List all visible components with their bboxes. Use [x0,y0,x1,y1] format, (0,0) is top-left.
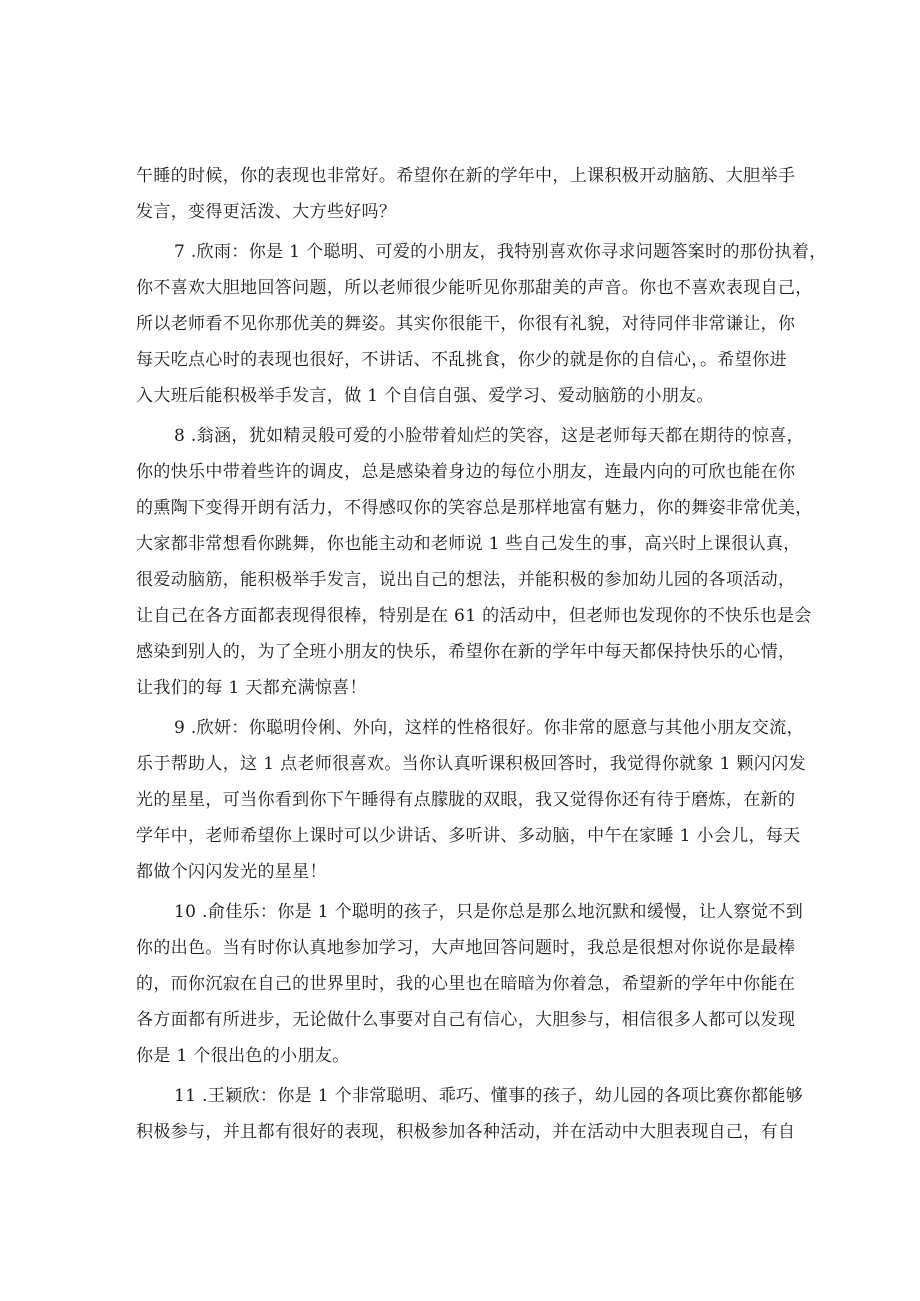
text-line: 积极参与，并且都有很好的表现，积极参加各种活动，并在活动中大胆表现自己，有自 [136,1122,796,1142]
text-line: 感染到别人的，为了全班小朋友的快乐，希望你在新的学年中每天都保持快乐的心情， [136,642,796,662]
text-line: 每天吃点心时的表现也很好，不讲话、不乱挑食，你少的就是你的自信心，。希望你进 [136,350,787,370]
paragraph-comment-7 [136,234,827,414]
text-line: 都做个闪闪发光的星星！ [136,862,327,882]
text-line: 让我们的每 1 天都充满惊喜！ [136,678,367,698]
text-line: 光的星星，可当你看到你下午睡得有点朦胧的双眼，我又觉得你还有待于磨炼，在新的 [136,790,796,810]
text-line: 所以老师看不见你那优美的舞姿。其实你很能干，你很有礼貌，对待同伴非常谦让，你 [136,314,796,334]
text-line: 发言，变得更活泼、大方些好吗？ [136,202,397,222]
text-line: 7 .欣雨：你是 1 个聪明、可爱的小朋友，我特别喜欢你寻求问题答案时的那份执着， [174,242,827,262]
paragraph-continuation [136,158,796,230]
paragraph-comment-8 [136,418,813,706]
text-line: 的，而你沉寂在自己的世界里时，我的心里也在暗暗为你着急，希望新的学年中你能在 [136,974,796,994]
paragraph-comment-9 [136,710,806,890]
text-line: 午睡的时候，你的表现也非常好。希望你在新的学年中，上课积极开动脑筋、大胆举手 [136,166,796,186]
text-line: 大家都非常想看你跳舞，你也能主动和老师说 1 些自己发生的事，高兴时上课很认真， [136,534,801,554]
text-line: 乐于帮助人，这 1 点老师很喜欢。当你认真听课积极回答时，我觉得你就象 1 颗闪闪发 [136,754,806,774]
text-line: 你的快乐中带着些许的调皮，总是感染着身边的每位小朋友，连最内向的可欣也能在你 [136,462,796,482]
text-line: 让自己在各方面都表现得很棒，特别是在 61 的活动中，但老师也发现你的不快乐也是会 [136,606,812,626]
text-line: 8 .翁涵，犹如精灵般可爱的小脸带着灿烂的笑容，这是老师每天都在期待的惊喜， [174,426,804,446]
document-body [136,158,827,1154]
text-line: 你不喜欢大胆地回答问题，所以老师很少能听见你那甜美的声音。你也不喜欢表现自己， [136,278,813,298]
paragraph-comment-11 [136,1078,804,1150]
text-line: 入大班后能积极举手发言，做 1 个自信自强、爱学习、爱动脑筋的小朋友。 [136,386,714,406]
text-line: 11 .王颖欣：你是 1 个非常聪明、乖巧、懂事的孩子，幼儿园的各项比赛你都能够 [174,1086,804,1106]
text-line: 很爱动脑筋，能积极举手发言，说出自己的想法，并能积极的参加幼儿园的各项活动， [136,570,796,590]
text-line: 你是 1 个很出色的小朋友。 [136,1046,350,1066]
text-line: 你的出色。当有时你认真地参加学习，大声地回答问题时，我总是很想对你说你是最棒 [136,938,796,958]
text-line: 学年中，老师希望你上课时可以少讲话、多听讲、多动脑，中午在家睡 1 小会儿，每天 [136,826,801,846]
paragraph-comment-10 [136,894,804,1074]
text-line: 9 .欣妍：你聪明伶俐、外向，这样的性格很好。你非常的愿意与其他小朋友交流， [174,718,804,738]
text-line: 的熏陶下变得开朗有活力，不得感叹你的笑容总是那样地富有魅力，你的舞姿非常优美， [136,498,813,518]
text-line: 10 .俞佳乐：你是 1 个聪明的孩子，只是你总是那么地沉默和缓慢，让人察觉不到 [174,902,804,922]
text-line: 各方面都有所进步，无论做什么事要对自己有信心，大胆参与，相信很多人都可以发现 [136,1010,796,1030]
